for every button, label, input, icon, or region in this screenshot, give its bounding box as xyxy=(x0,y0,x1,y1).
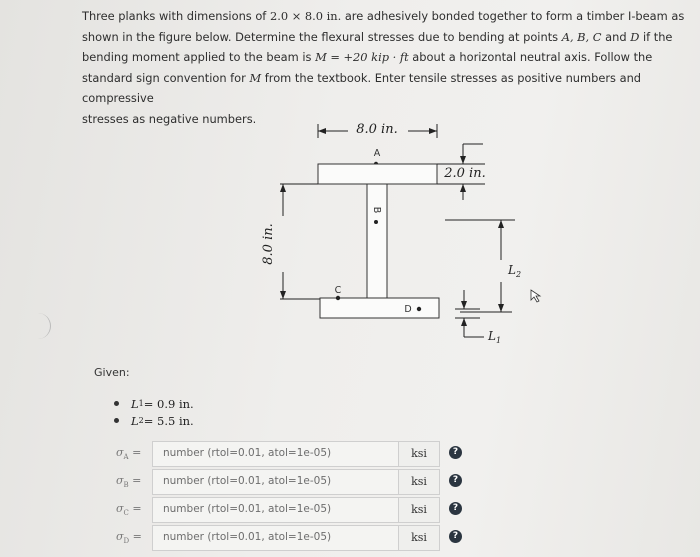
problem-text: are adhesively bonded together to form a timber I-beam as xyxy=(341,9,685,23)
point-a-label: A xyxy=(373,148,381,159)
i-beam-figure xyxy=(250,112,570,352)
point-b-label: B xyxy=(371,206,382,214)
sigma-c-input[interactable]: number (rtol=0.01, atol=1e-05) xyxy=(152,497,399,523)
height-label: 8.0 in. xyxy=(261,223,276,265)
given-list xyxy=(100,395,194,429)
sigma-c-unit: ksi xyxy=(398,497,440,523)
point-b-marker xyxy=(374,220,378,224)
sigma-a-label: $\sigma_A$ = xyxy=(116,446,142,462)
bullet-icon xyxy=(114,401,119,406)
sigma-a-unit: ksi xyxy=(398,441,440,467)
sigma-d-label: $\sigma_D$ = xyxy=(116,530,142,546)
point-d-label: D xyxy=(630,29,640,44)
problem-text: bending moment applied to the beam is xyxy=(82,50,316,65)
l1-label: $L_1$ xyxy=(488,329,502,345)
answer-row-sigma-d xyxy=(108,524,463,552)
moment-value: M = +20 kip · ft xyxy=(315,50,409,65)
problem-text: standard sign convention for xyxy=(82,70,250,85)
problem-text: about a horizontal neutral axis. Follow the xyxy=(408,50,653,65)
problem-text: stresses as negative numbers. xyxy=(82,111,257,126)
l1-dimension xyxy=(455,290,484,337)
point-c-marker xyxy=(336,296,340,300)
problem-text: from the textbook. Enter tensile stresses as positive numbers and compressive xyxy=(82,70,642,106)
problem-text: if the xyxy=(639,29,673,44)
points-label: A, B, C xyxy=(561,29,602,44)
answer-row-sigma-b xyxy=(108,468,463,496)
sigma-b-label: $\sigma_B$ = xyxy=(116,474,142,490)
given-item-l1: L 1 = 0.9 in. xyxy=(100,395,194,412)
plank-dimensions: 2.0 × 8.0 in. xyxy=(269,9,342,23)
given-heading: Given: xyxy=(94,366,130,379)
point-d-marker xyxy=(417,307,421,311)
l2-label: $L_2$ xyxy=(508,263,522,279)
height-dimension xyxy=(280,184,320,299)
mouse-cursor-icon xyxy=(531,290,540,302)
point-d-label: D xyxy=(404,304,412,315)
top-width-label: 8.0 in. xyxy=(356,122,398,137)
moment-symbol: M xyxy=(249,70,262,85)
given-item-l2: L 2 = 5.5 in. xyxy=(100,412,194,429)
help-icon[interactable]: ? xyxy=(449,530,462,543)
l2-dimension xyxy=(445,220,515,312)
web-plank xyxy=(367,184,387,298)
thickness-label: 2.0 in. xyxy=(444,166,486,181)
answer-row-sigma-a xyxy=(108,440,463,468)
sigma-b-input[interactable]: number (rtol=0.01, atol=1e-05) xyxy=(152,469,399,495)
sigma-b-unit: ksi xyxy=(398,469,440,495)
sigma-d-input[interactable]: number (rtol=0.01, atol=1e-05) xyxy=(152,525,399,551)
help-icon[interactable]: ? xyxy=(449,474,462,487)
help-icon[interactable]: ? xyxy=(449,446,462,459)
sigma-a-input[interactable]: number (rtol=0.01, atol=1e-05) xyxy=(152,441,399,467)
problem-text: and xyxy=(601,29,631,44)
problem-text: Three planks with dimensions of xyxy=(82,9,270,23)
problem-text: shown in the figure below. Determine the flexural stresses due to bending at points xyxy=(82,29,562,44)
help-icon[interactable]: ? xyxy=(449,502,462,515)
sigma-d-unit: ksi xyxy=(398,525,440,551)
top-flange xyxy=(318,164,437,184)
bullet-icon xyxy=(114,418,119,423)
point-c-label: C xyxy=(334,285,342,296)
sigma-c-label: $\sigma_C$ = xyxy=(116,502,142,518)
bottom-flange xyxy=(320,298,439,318)
answer-row-sigma-c xyxy=(108,496,463,524)
